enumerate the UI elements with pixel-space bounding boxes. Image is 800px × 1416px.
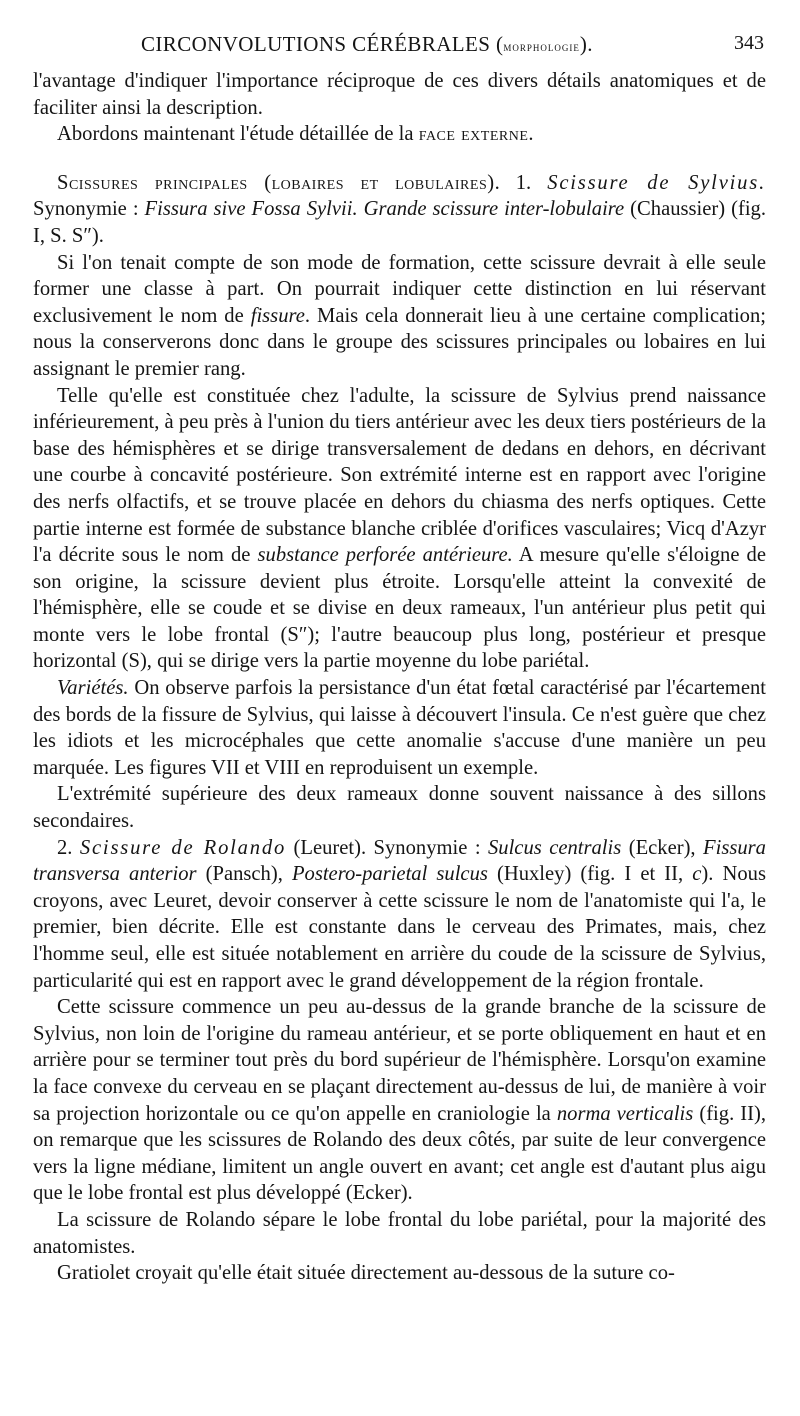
term-substance-perforee: substance perforée antérieure. — [257, 544, 513, 567]
figure-letter: c — [692, 863, 702, 886]
subsection-title-rolando: Scissure de Rolando — [79, 836, 287, 859]
section-heading: Scissures principales (lobaires et lobulaires) — [57, 171, 495, 194]
paragraph-text: La scissure de Rolando sépare le lobe frontal du lobe pariétal, pour la majorité des anatomistes. — [33, 1208, 766, 1258]
section-gap — [33, 148, 766, 170]
synonym-italic: Fissura transversa anterior — [33, 836, 766, 886]
paragraph-gratiolet — [33, 1260, 766, 1287]
paragraph-scissure-rolando — [33, 835, 766, 995]
paragraph-adulte — [33, 383, 766, 676]
page-number: 343 — [734, 32, 764, 54]
paragraph-text: (Ecker), — [621, 836, 704, 859]
running-title — [141, 32, 593, 57]
paragraph-text: (fig. II), on remarque que les scissures de Rolando des deux côtés, par suite de leur convergence vers la ligne médiane, limitent un angle ouvert en avant; cet angle est d'autant plus aigu que le lobe frontal est plus développé (Ecker). — [33, 1102, 766, 1205]
paragraph-varietes — [33, 675, 766, 781]
synonym-italic: Sulcus centralis — [487, 836, 622, 859]
paragraph-text: Cette scissure commence un peu au-dessus de la grande branche de la scissure de Sylvius, non loin de l'origine du rameau antérieur, et se porte obliquement en haut et en arrière pour se terminer tout près du bord supérieur de l'hémisphère. Lorsqu'on examine la face convexe du cerveau en se plaçant directement au-dessus de lui, de manière à voir sa projection horizontale ou ce qu'on appelle en craniologie la — [33, 996, 766, 1125]
paragraph-formation — [33, 250, 766, 383]
paragraph-text: Telle qu'elle est constituée chez l'adulte, la scissure de Sylvius prend naissance inférieurement, à peu près à l'union du tiers antérieur avec les deux tiers postérieurs de la base des hémisphères et se dirige transversalement de dedans en dehors, en décrivant une courbe à concavité postérieure. Son extrémité interne est en rapport avec l'origine des nerfs olfactifs, et se trouve placée en dehors du chiasma des nerfs optiques. Cette partie interne est formée de substance blanche criblée d'orifices vasculaires; Vicq d'Azyr l'a décrite sous le nom de — [33, 384, 766, 567]
paragraph-text: (Huxley) (fig. I et II, — [487, 863, 693, 886]
paragraph-text: Abordons maintenant l'étude détaillée de la — [57, 123, 419, 146]
running-title-close: ). — [579, 32, 593, 56]
paragraph-text: Gratiolet croyait qu'elle était située directement au-dessous de la suture co- — [57, 1262, 675, 1285]
paragraph-scissure-sylvius — [33, 170, 766, 250]
paragraph-continuation — [33, 68, 766, 121]
paragraph-text: Synonymie : — [33, 198, 145, 221]
paragraph-face-externe — [33, 121, 766, 148]
term-fissure: fissure — [250, 304, 305, 327]
running-title-subject: morphologie — [503, 39, 580, 54]
paragraph-text: Si l'on tenait compte de son mode de formation, cette scissure devrait à elle seule former une classe à part. On pourrait indiquer cette distinction en lui réservant exclusivement le nom de — [33, 251, 766, 327]
paragraph-rameaux — [33, 781, 766, 834]
synonym-italic: Fissura sive Fossa Sylvii. Grande scissure inter-lobulaire — [144, 198, 625, 221]
paragraph-text: (Leuret). Synonymie : — [286, 836, 488, 859]
paragraph-text: . Mais cela donnerait lieu à une certaine complication; nous la conserverons donc dans le groupe des scissures principales ou lobaires en lui assignant le premier rang. — [33, 304, 766, 380]
running-head — [33, 30, 766, 68]
paragraph-text: ). Nous croyons, avec Leuret, devoir conserver à cette scissure le nom de l'anatomiste qui l'a, le premier, bien décrite. Elle est constante dans le cerveau des Primates, mais, chez l'homme seul, elle est située notablement en arrière du coude de la scissure de Sylvius, particularité qui est en rapport avec le grand développement de la région frontale. — [33, 863, 766, 992]
term-norma-verticalis: norma verticalis — [556, 1102, 694, 1125]
section-number: 2. — [57, 836, 80, 859]
paragraph-text: . — [528, 123, 534, 146]
term-varietes: Variétés. — [57, 677, 129, 700]
paragraph-commence — [33, 994, 766, 1207]
paragraph-text: (Pansch), — [196, 863, 292, 886]
paragraph-text: A mesure qu'elle s'éloigne de son origine, la scissure devient plus étroite. Lorsqu'elle atteint la convexité de l'hémisphère, elle se coude et se divise en deux rameaux, l'un antérieur plus petit qui monte vers le lobe frontal (S″); l'autre beaucoup plus long, postérieur et presque horizontal (S), qui se dirige vers la partie moyenne du lobe pariétal. — [33, 544, 766, 673]
paragraph-text: On observe parfois la persistance d'un état fœtal caractérisé par l'écartement des bords de la fissure de Sylvius, qui laisse à découvert l'insula. Ce n'est guère que chez les idiots et les microcéphales que cette anomalie s'accuse d'une manière un peu marquée. Les figures VII et VIII en reproduisent un exemple. — [33, 677, 766, 779]
paragraph-text: (Chaussier) (fig. I, S. S″). — [33, 198, 767, 247]
running-title-main: CIRCONVOLUTIONS CÉRÉBRALES ( — [141, 32, 504, 56]
paragraph-separe — [33, 1207, 766, 1260]
heading-separator: . 1. — [494, 171, 548, 194]
paragraph-text: l'avantage d'indiquer l'importance réciproque de ces divers détails anatomiques et de faciliter ainsi la description. — [33, 70, 766, 119]
page-body — [33, 68, 766, 1287]
paragraph-text: L'extrémité supérieure des deux rameaux donne souvent naissance à des sillons secondaires. — [33, 783, 766, 833]
subsection-title-sylvius: Scissure de Sylvius. — [547, 171, 767, 194]
synonym-italic: Postero-parietal sulcus — [291, 863, 488, 886]
term-face-externe: face externe — [418, 123, 529, 146]
